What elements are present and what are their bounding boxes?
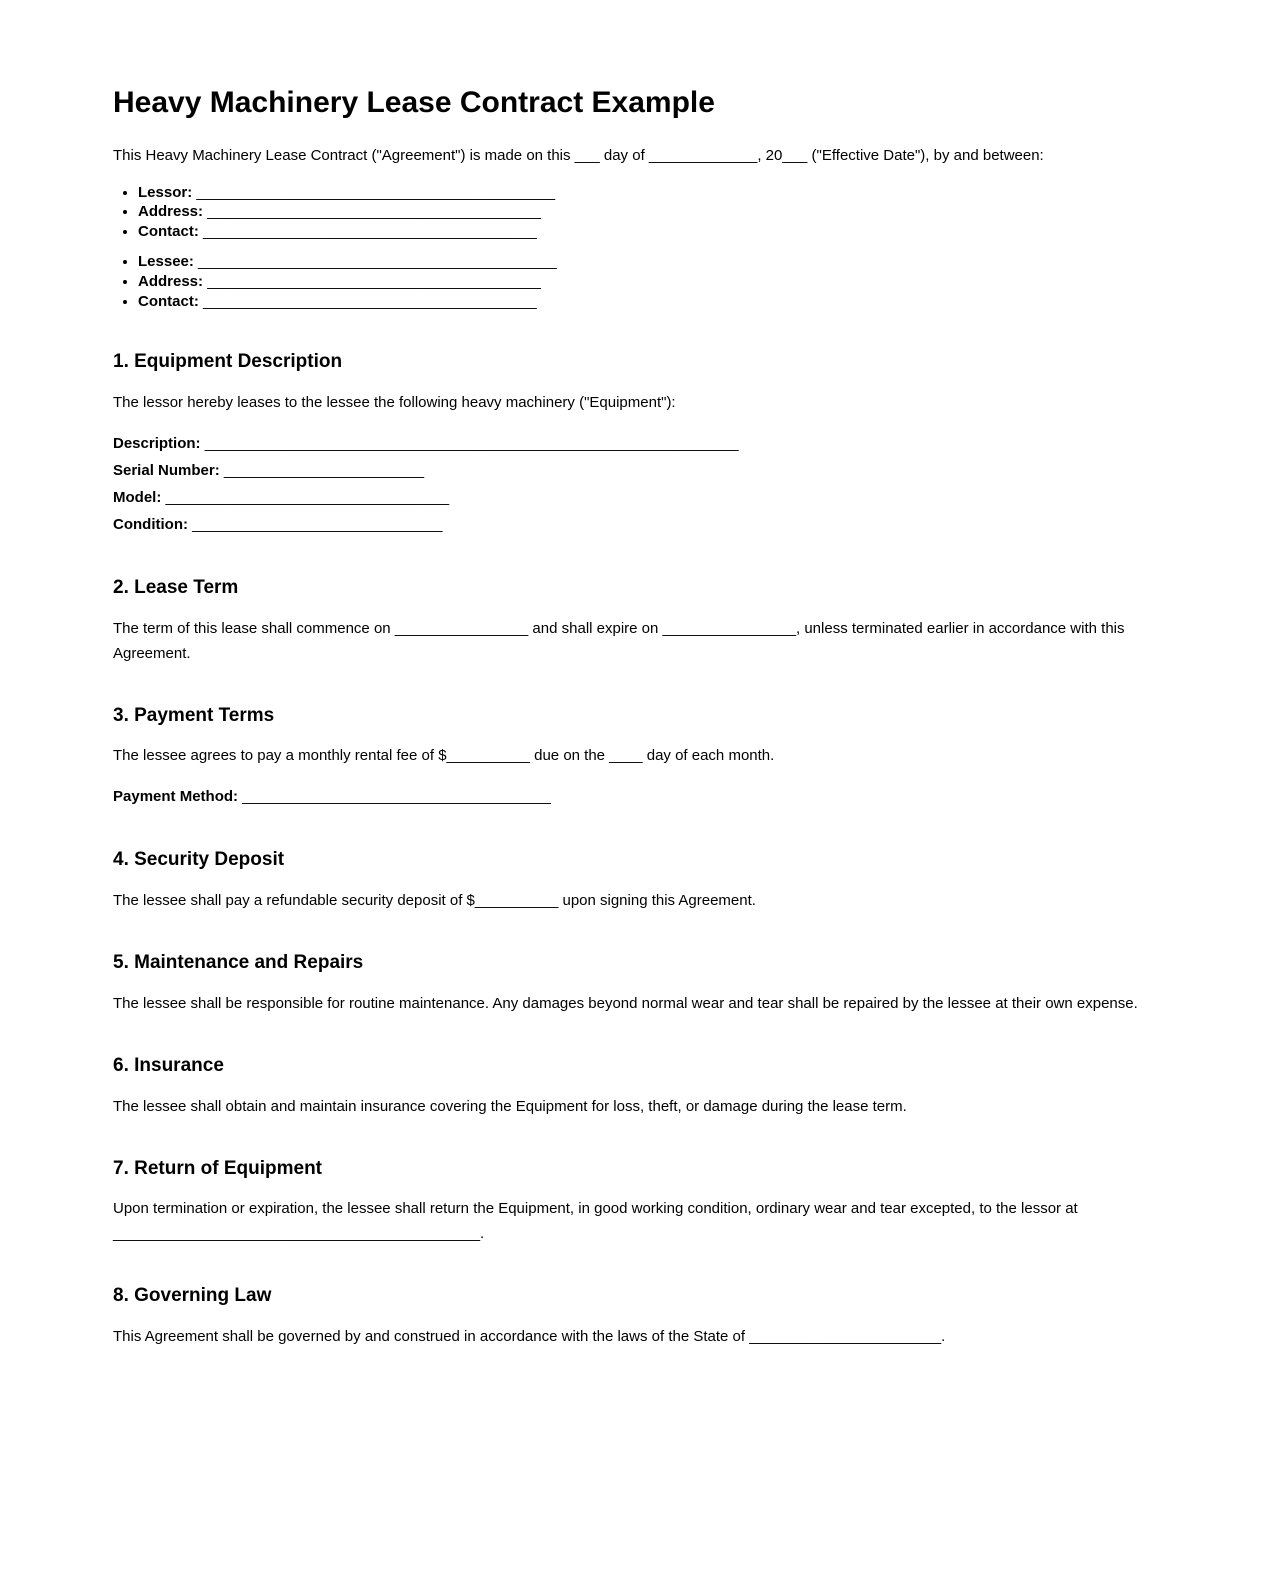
form-field-description bbox=[113, 430, 1150, 457]
form-field-payment-method bbox=[113, 783, 1150, 810]
blank-line: ________________________________________ bbox=[207, 203, 541, 221]
section-paragraph: This Agreement shall be governed by and construed in accordance with the laws of the State of _______________________. bbox=[113, 1328, 946, 1346]
section-heading: 2. Lease Term bbox=[113, 576, 239, 598]
section-maintenance-repairs bbox=[113, 951, 1150, 1016]
list-item-lessor bbox=[138, 183, 1150, 203]
blank-line: ________________________________________ bbox=[203, 223, 537, 241]
field-label: Payment Method: bbox=[113, 788, 239, 806]
list-item-lessee-contact bbox=[138, 292, 1150, 312]
list-item-lessor-contact bbox=[138, 222, 1150, 242]
form-field-serial-number bbox=[113, 457, 1150, 484]
section-heading: 3. Payment Terms bbox=[113, 704, 275, 726]
list-item-lessee-address bbox=[138, 272, 1150, 292]
form-field-model bbox=[113, 484, 1150, 511]
payment-fields bbox=[113, 783, 1150, 810]
section-heading: 5. Maintenance and Repairs bbox=[113, 952, 364, 974]
section-paragraph: The lessee agrees to pay a monthly rental fee of $__________ due on the ____ day of each month. bbox=[113, 747, 775, 765]
list-item-lessee bbox=[138, 252, 1150, 272]
lessor-party-list bbox=[113, 183, 1150, 243]
list-item-lessor-address bbox=[138, 202, 1150, 222]
party-field-label: Address: bbox=[138, 273, 204, 291]
section-payment-terms bbox=[113, 704, 1150, 811]
section-paragraph: The lessee shall obtain and maintain insurance covering the Equipment for loss, theft, or damage during the lease term. bbox=[113, 1097, 907, 1115]
party-field-label: Lessee: bbox=[138, 253, 194, 271]
blank-line: ________________________ bbox=[223, 461, 425, 479]
section-heading: 7. Return of Equipment bbox=[113, 1157, 322, 1179]
section-return-of-equipment bbox=[113, 1157, 1150, 1247]
contract-document bbox=[113, 86, 1150, 1349]
field-label: Serial Number: bbox=[113, 461, 220, 479]
section-heading: 6. Insurance bbox=[113, 1054, 224, 1076]
section-paragraph: The lessee shall be responsible for routine maintenance. Any damages beyond normal wear and tear shall be repaired by the lessee at their own expense. bbox=[113, 994, 1138, 1012]
blank-line: ________________________________________ bbox=[203, 293, 537, 311]
blank-line: ________________________________________________________________ bbox=[204, 434, 739, 452]
section-equipment-description bbox=[113, 350, 1150, 538]
blank-line: _____________________________________ bbox=[242, 788, 551, 806]
lessee-party-list bbox=[113, 252, 1150, 312]
party-field-label: Address: bbox=[138, 203, 204, 221]
field-label: Description: bbox=[113, 434, 201, 452]
section-security-deposit bbox=[113, 848, 1150, 913]
section-paragraph: The term of this lease shall commence on ________________ and shall expire on ________________, unless terminated earlier in accordance with this Agreement. bbox=[113, 619, 1125, 662]
field-label: Condition: bbox=[113, 515, 188, 533]
blank-line: ________________________________________ bbox=[207, 273, 541, 291]
section-insurance bbox=[113, 1054, 1150, 1119]
party-field-label: Contact: bbox=[138, 293, 199, 311]
section-heading: 4. Security Deposit bbox=[113, 849, 285, 871]
section-heading: 8. Governing Law bbox=[113, 1285, 272, 1307]
field-label: Model: bbox=[113, 488, 162, 506]
intro-paragraph: This Heavy Machinery Lease Contract ("Agreement") is made on this ___ day of _____________, 20___ ("Effective Date"), by and between: bbox=[113, 146, 1044, 164]
page-title: Heavy Machinery Lease Contract Example bbox=[113, 86, 715, 119]
form-field-condition bbox=[113, 511, 1150, 538]
party-field-label: Lessor: bbox=[138, 183, 193, 201]
blank-line: ___________________________________________ bbox=[198, 253, 557, 271]
equipment-fields bbox=[113, 430, 1150, 538]
section-paragraph: The lessor hereby leases to the lessee the following heavy machinery ("Equipment"): bbox=[113, 393, 676, 411]
blank-line: __________________________________ bbox=[165, 488, 450, 506]
section-lease-term bbox=[113, 576, 1150, 666]
blank-line: ___________________________________________ bbox=[196, 183, 556, 201]
section-paragraph: The lessee shall pay a refundable security deposit of $__________ upon signing this Agreement. bbox=[113, 892, 756, 910]
section-paragraph: Upon termination or expiration, the lessee shall return the Equipment, in good working condition, ordinary wear and tear excepted, to the lessor at ____________________________________________. bbox=[113, 1200, 1078, 1243]
party-field-label: Contact: bbox=[138, 223, 199, 241]
section-governing-law bbox=[113, 1284, 1150, 1349]
blank-line: ______________________________ bbox=[192, 515, 443, 533]
section-heading: 1. Equipment Description bbox=[113, 351, 343, 373]
